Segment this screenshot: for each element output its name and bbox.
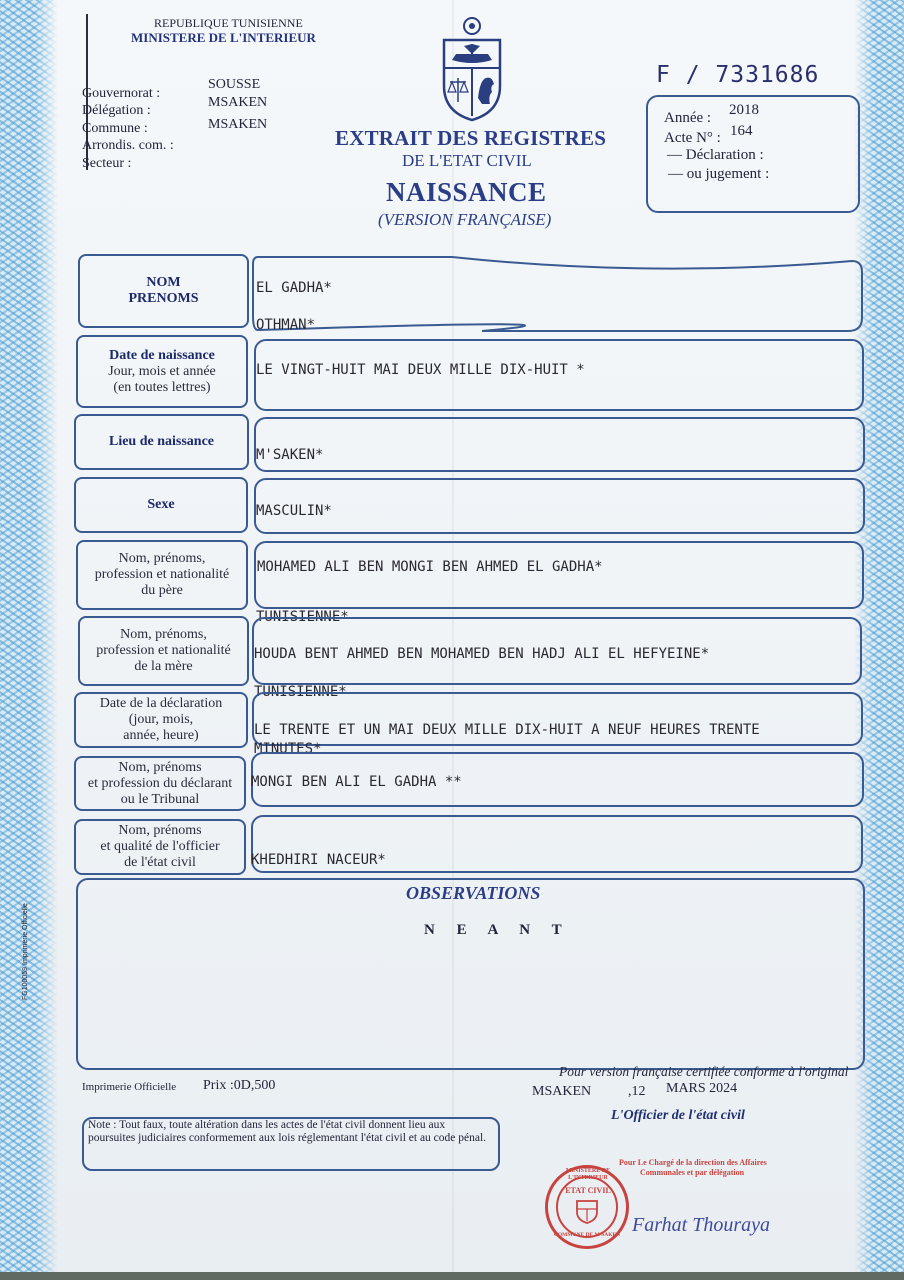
- father-label-box: [76, 540, 248, 610]
- observations-title: OBSERVATIONS: [406, 883, 541, 903]
- document-version: (VERSION FRANÇAISE): [378, 210, 552, 229]
- annee-label: Année :: [664, 110, 712, 126]
- officer-label-line1: Nom, prénoms: [118, 823, 202, 838]
- nom-label-box: [78, 254, 249, 328]
- declaration-date-sublabel: (jour, mois,: [128, 712, 194, 727]
- officer-label-line2: et qualité de l'officier: [100, 839, 220, 854]
- arrondissement-label: Arrondis. com. :: [82, 138, 174, 153]
- father-name-value: MOHAMED ALI BEN MONGI BEN AHMED EL GADHA*: [257, 559, 603, 575]
- father-nationality-value: TUNISIENNE*: [256, 609, 349, 625]
- officer-label-line3: de l'état civil: [124, 855, 196, 870]
- declarant-label-line1: Nom, prénoms: [118, 759, 202, 775]
- sex-label-box: [74, 477, 248, 533]
- father-label-line1: Nom, prénoms,: [118, 551, 206, 566]
- annee-value: 2018: [729, 102, 759, 118]
- mother-label-line3: de la mère: [134, 659, 193, 674]
- prenoms-label: PRENOMS: [128, 291, 199, 306]
- birth-place-value: M'SAKEN*: [256, 447, 324, 463]
- delegation-value: MSAKEN: [208, 95, 268, 110]
- acte-label: Acte N° :: [664, 130, 721, 146]
- declarant-label-box: [74, 756, 246, 811]
- mother-label-line2: profession et nationalité: [96, 643, 231, 658]
- declarant-label-line3: ou le Tribunal: [120, 791, 200, 807]
- birth-place-label: Lieu de naissance: [108, 434, 214, 449]
- delegation-label: Délégation :: [82, 103, 151, 118]
- declarant-value: MONGI BEN ALI EL GADHA **: [251, 774, 462, 790]
- commune-value: MSAKEN: [208, 117, 268, 132]
- officer-signature: Farhat Thouraya: [632, 1214, 770, 1236]
- seal-emblem-icon: [574, 1198, 600, 1224]
- prenoms-value: OTHMAN*: [256, 317, 316, 333]
- serial-number: F / 7331686: [656, 62, 820, 88]
- republic-heading: REPUBLIQUE TUNISIENNE: [154, 16, 303, 30]
- document-subtitle: DE L'ETAT CIVIL: [402, 151, 532, 170]
- declaration-date-value: LE TRENTE ET UN MAI DEUX MILLE DIX-HUIT A NEUF HEURES TRENTE: [254, 722, 760, 738]
- document-title: EXTRAIT DES REGISTRES: [335, 126, 607, 150]
- officer-value: KHEDHIRI NACEUR*: [251, 852, 386, 868]
- jugement-label: — ou jugement :: [668, 166, 770, 182]
- mother-label-box: [78, 616, 249, 686]
- mother-name-value: HOUDA BENT AHMED BEN MOHAMED BEN HADJ ALI EL HEFYEINE*: [254, 646, 710, 662]
- issue-month-year: MARS 2024: [666, 1081, 738, 1096]
- certified-statement: Pour version française certifiée conforme à l'original: [559, 1064, 849, 1079]
- acte-value: 164: [730, 123, 753, 139]
- sex-value: MASCULIN*: [256, 503, 332, 519]
- observations-value: N E A N T: [424, 922, 571, 938]
- price-label: Prix :0D,500: [203, 1078, 276, 1093]
- declaration-label: — Déclaration :: [667, 147, 764, 163]
- seal-mid-text: ETAT CIVIL: [565, 1186, 611, 1195]
- birth-date-sublabel: Jour, mois et année: [108, 363, 216, 379]
- delegation-stamp-line2: Communales et par délégation: [640, 1168, 745, 1177]
- nom-label: NOM: [146, 275, 181, 290]
- secteur-label: Secteur :: [82, 156, 132, 171]
- officer-title: L'Officier de l'état civil: [611, 1108, 745, 1123]
- document-type: NAISSANCE: [386, 177, 547, 207]
- mother-label-line1: Nom, prénoms,: [120, 627, 207, 642]
- declaration-date-note: année, heure): [123, 728, 199, 743]
- birth-date-label: Date de naissance: [109, 347, 215, 363]
- form-code: FG100059 Imprimerie Officielle: [22, 903, 29, 1000]
- birth-date-note: (en toutes lettres): [113, 379, 211, 395]
- declaration-date-label-box: [74, 692, 248, 748]
- officer-label-box: [74, 819, 246, 875]
- gouvernorat-value: SOUSSE: [208, 77, 261, 92]
- coat-of-arms-icon: [438, 16, 506, 122]
- sex-value-box: [254, 478, 865, 534]
- observations-box: [76, 878, 865, 1070]
- sex-label: Sexe: [147, 497, 175, 512]
- gouvernorat-label: Gouvernorat :: [82, 86, 161, 101]
- ministry-heading: MINISTERE DE L'INTERIEUR: [131, 30, 316, 45]
- declarant-label-line2: et profession du déclarant: [87, 775, 233, 791]
- left-security-border: [0, 0, 58, 1272]
- birth-date-value: LE VINGT-HUIT MAI DEUX MILLE DIX-HUIT *: [256, 362, 585, 378]
- father-label-line2: profession et nationalité: [94, 567, 230, 582]
- mother-nationality-value: TUNISIENNE*: [254, 684, 347, 700]
- birth-place-value-box: [254, 417, 865, 472]
- commune-label: Commune :: [82, 121, 148, 136]
- issue-day: ,12: [628, 1084, 646, 1099]
- declaration-date-label: Date de la déclaration: [99, 696, 223, 711]
- birth-date-label-box: [76, 335, 248, 408]
- nom-value: EL GADHA*: [256, 280, 332, 296]
- issue-place: MSAKEN: [532, 1084, 592, 1099]
- delegation-stamp-line1: Pour Le Chargé de la direction des Affaires: [619, 1158, 767, 1167]
- father-value-box: [254, 541, 864, 609]
- birth-place-label-box: [74, 414, 249, 470]
- printer-label: Imprimerie Officielle: [82, 1081, 177, 1093]
- declaration-date-value-cont: MINUTES*: [254, 741, 322, 757]
- legal-note: Note : Tout faux, toute altération dans les actes de l'état civil donnent lieu aux poursuites judiciaires conformement aux lois réglementant l'état civil et au code pénal.: [88, 1119, 487, 1144]
- nom-value-box: [252, 256, 864, 334]
- father-label-line3: du père: [141, 583, 183, 598]
- seal-bottom-text: COMMUNE DE M'SAKEN: [553, 1232, 621, 1238]
- seal-top-text: MINISTERE DE L'INTERIEUR: [565, 1168, 611, 1181]
